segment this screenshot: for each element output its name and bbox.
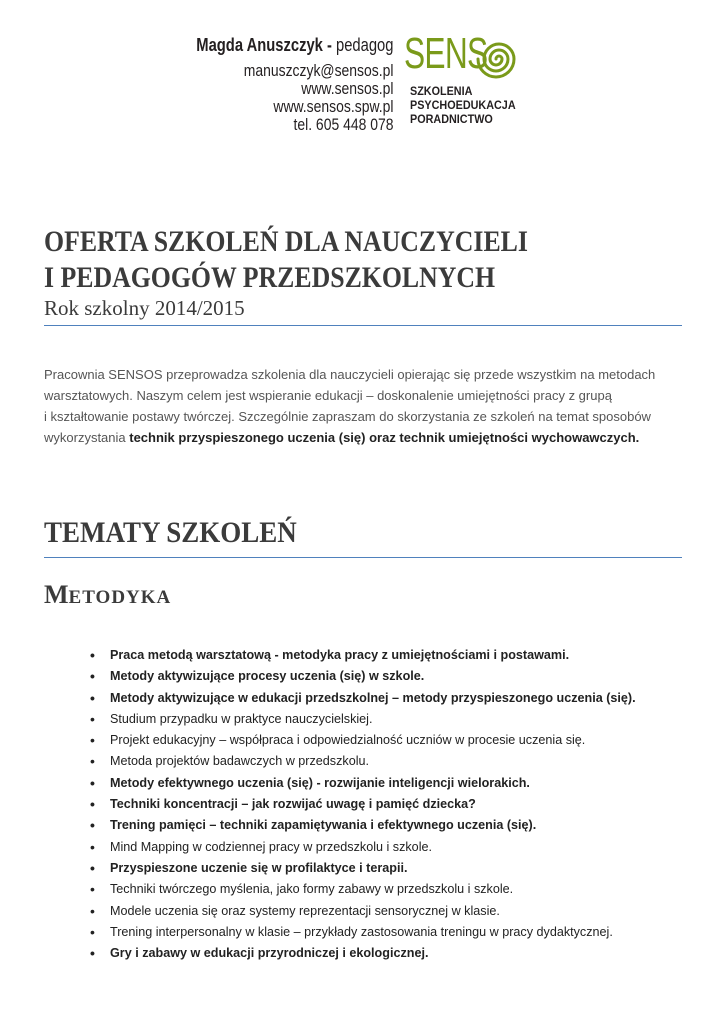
list-item: • Gry i zabawy w edukacji przyrodniczej i ekologicznej. (90, 943, 690, 964)
logo-line-1: SZKOLENIA (410, 84, 473, 98)
intro-line (44, 427, 684, 448)
subsection-title (44, 580, 171, 610)
intro-line: warsztatowych. Naszym celem jest wspieranie edukacji – doskonalenie umiejętności pracy z grupą (44, 388, 612, 403)
contact-phone: tel. 605 448 078 (292, 115, 393, 134)
list-item: • Metody efektywnego uczenia (się) - rozwijanie inteligencji wielorakich. (90, 773, 690, 794)
swirl-icon (474, 34, 524, 84)
list-item: • Modele uczenia się oraz systemy reprezentacji sensorycznej w klasie. (90, 901, 690, 922)
logo-line-2: PSYCHOEDUKACJA (410, 98, 516, 112)
intro-text: wykorzystania (44, 430, 130, 445)
contact-name-line (196, 34, 393, 56)
contact-website-2[interactable]: www.sensos.spw.pl (272, 97, 393, 116)
logo-wordmark: SENS (404, 29, 488, 78)
contact-block (153, 34, 393, 134)
subsection-rest: ETODYKA (68, 587, 172, 608)
page-subtitle: Rok szkolny 2014/2015 (44, 296, 245, 320)
list-item: • Techniki koncentracji – jak rozwijać uwagę i pamięć dziecka? (90, 794, 690, 815)
contact-role: pedagog (335, 35, 393, 55)
intro-line: i kształtowanie postawy twórczej. Szczególnie zapraszam do skorzystania ze szkoleń na temat sposobów (44, 409, 651, 424)
section-title: TEMATY SZKOLEŃ (44, 516, 297, 549)
list-item: • Techniki twórczego myślenia, jako formy zabawy w przedszkolu i szkole. (90, 879, 690, 900)
section-divider (44, 557, 682, 558)
list-item: • Metody aktywizujące procesy uczenia (się) w szkole. (90, 666, 690, 687)
list-item: • Praca metodą warsztatową - metodyka pracy z umiejętnościami i postawami. (90, 645, 690, 666)
sensos-logo (404, 30, 524, 130)
page-title-line-2: I PEDAGOGÓW PRZEDSZKOLNYCH (44, 261, 496, 294)
list-item: • Trening pamięci – techniki zapamiętywania i efektywnego uczenia (się). (90, 815, 690, 836)
contact-name: Magda Anuszczyk - (195, 35, 332, 55)
list-item: • Metody aktywizujące w edukacji przedszkolnej – metody przyspieszonego uczenia (się). (90, 688, 690, 709)
subsection-initial: M (44, 580, 69, 609)
title-divider (44, 325, 682, 326)
list-item: • Mind Mapping w codziennej pracy w przedszkolu i szkole. (90, 837, 690, 858)
contact-website[interactable]: www.sensos.pl (300, 79, 393, 98)
topics-list (90, 645, 690, 964)
list-item: • Przyspieszone uczenie się w profilaktyce i terapii. (90, 858, 690, 879)
list-item: • Trening interpersonalny w klasie – przykłady zastosowania treningu w pracy dydaktycznej. (90, 922, 690, 943)
intro-emphasis: technik przyspieszonego uczenia (się) oraz technik umiejętności wychowawczych. (129, 430, 640, 445)
logo-line-3: PORADNICTWO (410, 112, 493, 126)
list-item: • Studium przypadku w praktyce nauczycielskiej. (90, 709, 690, 730)
intro-paragraph (44, 364, 684, 448)
contact-email[interactable]: manuszczyk@sensos.pl (243, 61, 393, 80)
page-title-line-1: OFERTA SZKOLEŃ DLA NAUCZYCIELI (44, 225, 528, 258)
intro-line: Pracownia SENSOS przeprowadza szkolenia dla nauczycieli opierając się przede wszystkim na metodach (44, 367, 656, 382)
list-item: • Metoda projektów badawczych w przedszkolu. (90, 751, 690, 772)
list-item: • Projekt edukacyjny – współpraca i odpowiedzialność uczniów w procesie uczenia się. (90, 730, 690, 751)
